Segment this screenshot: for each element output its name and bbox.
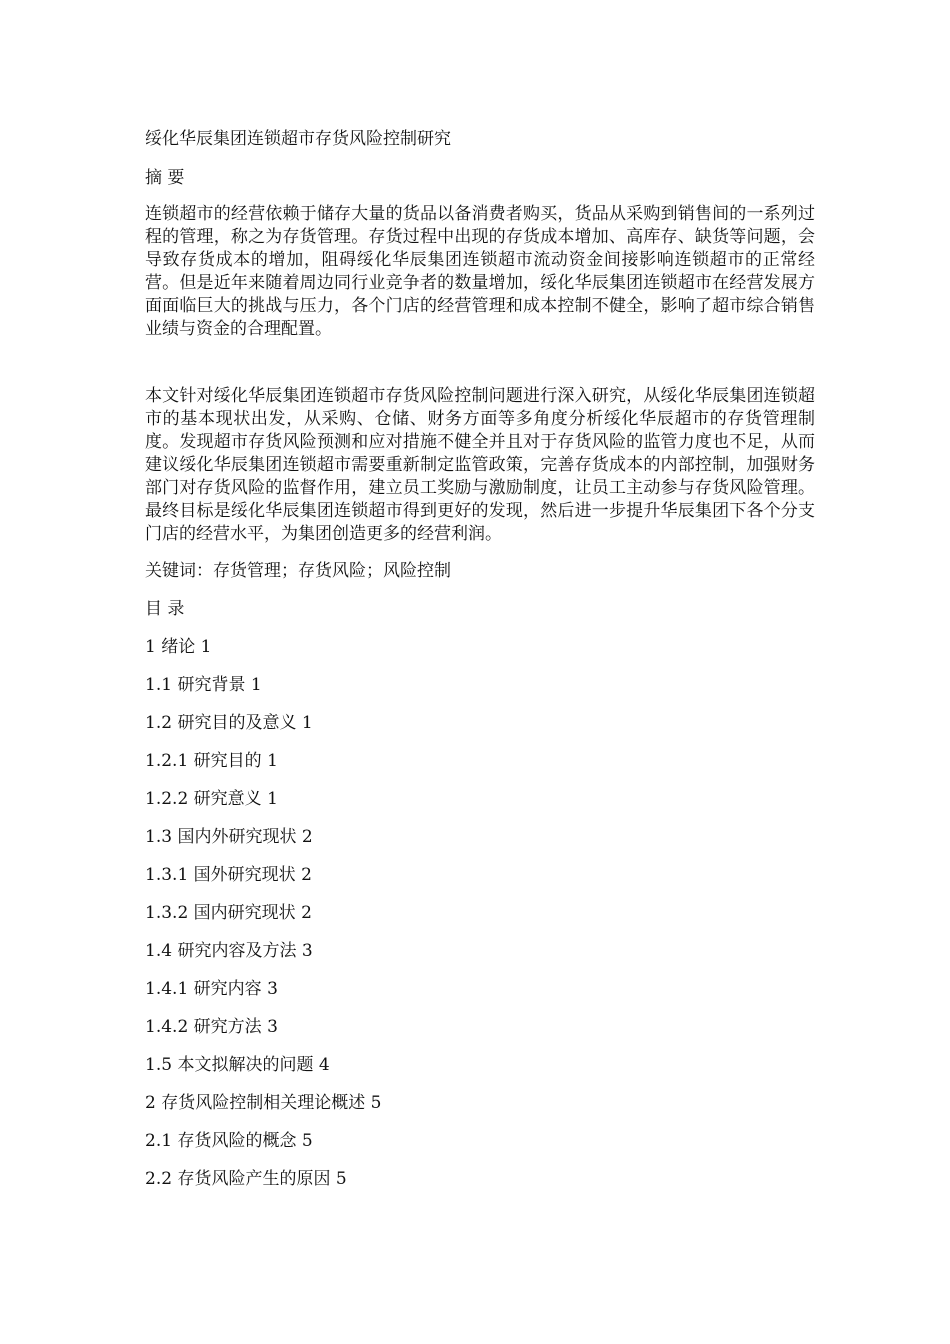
toc-item: 1.5 本文拟解决的问题 4 (145, 1055, 330, 1075)
toc-item: 2.2 存货风险产生的原因 5 (145, 1169, 347, 1189)
toc-item: 1.3.1 国外研究现状 2 (145, 865, 312, 885)
table-of-contents (145, 634, 815, 1192)
abstract-paragraph-2: 本文针对绥化华辰集团连锁超市存货风险控制问题进行深入研究，从绥化华辰集团连锁超市的基本现状出发，从采购、仓储、财务方面等多角度分析绥化华辰超市的存货管理制度。发现超市存货风险预测和应对措施不健全并且对于存货风险的监管力度也不足，从而建议绥化华辰集团连锁超市需要重新制定监管政策，完善存货成本的内部控制，加强财务部门对存货风险的监督作用，建立员工奖励与激励制度，让员工主动参与存货风险管理。最终目标是绥化华辰集团连锁超市得到更好的发现，然后进一步提升华辰集团下各个分支门店的经营水平，为集团创造更多的经营利润。 (145, 386, 815, 544)
toc-item: 1.2.1 研究目的 1 (145, 751, 278, 771)
document-title: 绥化华辰集团连锁超市存货风险控制研究 (145, 129, 451, 149)
toc-item: 1 绪论 1 (145, 637, 212, 657)
keywords: 关键词：存货管理；存货风险；风险控制 (145, 561, 451, 581)
abstract-heading: 摘 要 (145, 168, 185, 188)
toc-item: 2.1 存货风险的概念 5 (145, 1131, 313, 1151)
toc-item: 1.4 研究内容及方法 3 (145, 941, 313, 961)
toc-item: 2 存货风险控制相关理论概述 5 (145, 1093, 382, 1113)
toc-item: 1.2.2 研究意义 1 (145, 789, 278, 809)
document-page (145, 126, 815, 1204)
toc-item: 1.2 研究目的及意义 1 (145, 713, 313, 733)
toc-item: 1.4.1 研究内容 3 (145, 979, 278, 999)
toc-item: 1.1 研究背景 1 (145, 675, 262, 695)
toc-item: 1.4.2 研究方法 3 (145, 1017, 278, 1037)
abstract-paragraph-1: 连锁超市的经营依赖于储存大量的货品以备消费者购买，货品从采购到销售间的一系列过程的管理，称之为存货管理。存货过程中出现的存货成本增加、高库存、缺货等问题，会导致存货成本的增加，阻碍绥化华辰集团连锁超市流动资金间接影响连锁超市的正常经营。但是近年来随着周边同行业竞争者的数量增加，绥化华辰集团连锁超市在经营发展方面面临巨大的挑战与压力，各个门店的经营管理和成本控制不健全，影响了超市综合销售业绩与资金的合理配置。 (145, 204, 815, 339)
toc-heading: 目 录 (145, 599, 185, 619)
toc-item: 1.3.2 国内研究现状 2 (145, 903, 312, 923)
toc-item: 1.3 国内外研究现状 2 (145, 827, 313, 847)
